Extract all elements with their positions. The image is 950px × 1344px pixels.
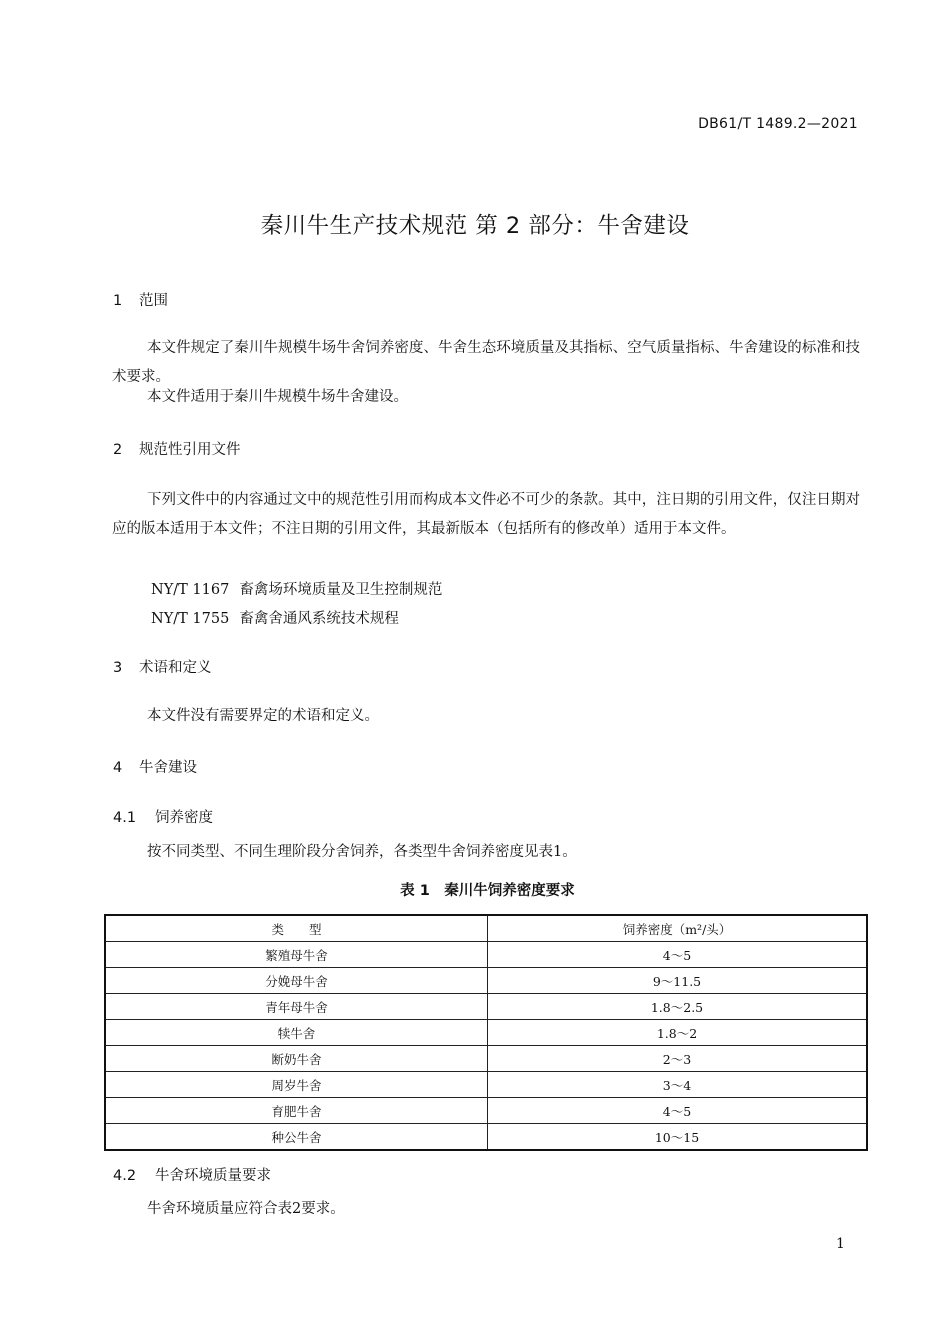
cell-type: 青年母牛舍 [105,994,488,1020]
section-title: 牛舍建设 [139,760,197,776]
section-heading-terms [113,656,212,677]
table-row [105,1046,867,1072]
table-row [105,968,867,994]
cell-type: 繁殖母牛舍 [105,942,488,968]
page-number: 1 [836,1236,845,1252]
cell-type: 育肥牛舍 [105,1098,488,1124]
cell-type: 犊牛舍 [105,1020,488,1046]
table-row [105,994,867,1020]
paragraph: 按不同类型、不同生理阶段分舍饲养，各类型牛舍饲养密度见表1。 [147,844,577,860]
section-title: 牛舍环境质量要求 [155,1168,271,1184]
table-row [105,1072,867,1098]
section-title: 术语和定义 [139,660,212,676]
cell-density: 1.8～2.5 [488,994,868,1020]
section-heading-cowshed-construction [113,756,197,777]
cell-density: 2～3 [488,1046,868,1072]
column-header-type: 类 型 [105,915,488,942]
paragraph: 本文件适用于秦川牛规模牛场牛舍建设。 [147,389,408,405]
cell-density: 4～5 [488,942,868,968]
cell-density: 10～15 [488,1124,868,1151]
section-title: 规范性引用文件 [139,442,241,458]
section-title: 范围 [139,293,168,309]
density-table [104,914,868,1151]
cell-density: 9～11.5 [488,968,868,994]
cell-density: 3～4 [488,1072,868,1098]
section-number: 2 [113,442,123,458]
cell-density: 1.8～2 [488,1020,868,1046]
document-number: DB61/T 1489.2—2021 [698,116,858,132]
subsection-heading-density [113,806,213,827]
reference-item [151,578,442,599]
table-caption: 表 1 秦川牛饲养密度要求 [400,883,575,899]
section-number: 3 [113,660,123,676]
reference-code: NY/T 1755 [151,611,230,627]
section-number: 1 [113,293,123,309]
section-title: 饲养密度 [155,810,213,826]
paragraph: 本文件规定了秦川牛规模牛场牛舍饲养密度、牛舍生态环境质量及其指标、空气质量指标、牛舍建设的标准和技术要求。 [112,340,860,385]
section-number: 4.2 [113,1168,137,1184]
table-row [105,1020,867,1046]
section-heading-scope [113,289,168,310]
section-number: 4.1 [113,810,137,826]
paragraph: 下列文件中的内容通过文中的规范性引用而构成本文件必不可少的条款。其中，注日期的引用文件，仅注日期对应的版本适用于本文件；不注日期的引用文件，其最新版本（包括所有的修改单）适用于本文件。 [112,492,860,537]
section-heading-normative-references [113,438,241,459]
section-number: 4 [113,760,123,776]
table-row [105,942,867,968]
cell-type: 种公牛舍 [105,1124,488,1151]
paragraph: 牛舍环境质量应符合表2要求。 [147,1201,345,1217]
reference-name: 畜禽场环境质量及卫生控制规范 [239,582,443,598]
table-row [105,1098,867,1124]
table-header-row [105,915,867,942]
table-row [105,1124,867,1151]
cell-type: 周岁牛舍 [105,1072,488,1098]
column-header-density: 饲养密度（m²/头） [488,915,868,942]
document-title: 秦川牛生产技术规范 第 2 部分：牛舍建设 [260,213,690,239]
reference-name: 畜禽舍通风系统技术规程 [239,611,399,627]
cell-density: 4～5 [488,1098,868,1124]
cell-type: 分娩母牛舍 [105,968,488,994]
cell-type: 断奶牛舍 [105,1046,488,1072]
subsection-heading-environment-quality [113,1164,271,1185]
reference-code: NY/T 1167 [151,582,230,598]
reference-item [151,607,399,628]
paragraph: 本文件没有需要界定的术语和定义。 [147,708,379,724]
